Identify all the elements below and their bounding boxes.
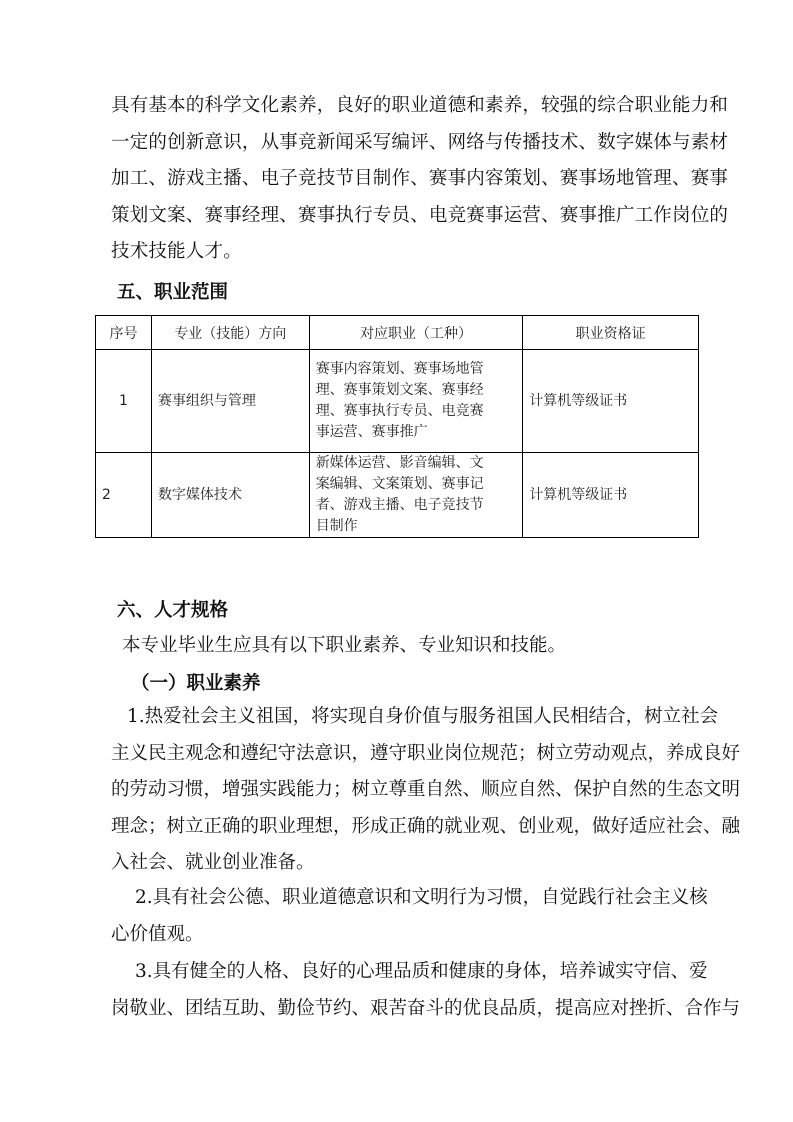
- subsection-1-heading: （一）职业素养: [131, 673, 261, 694]
- item-2-paragraph: [111, 880, 721, 953]
- row-jobs: [309, 350, 523, 453]
- item-1-paragraph: [111, 699, 741, 882]
- intro-line: 技术技能人才。: [111, 241, 242, 262]
- row-direction: 赛事组织与管理: [151, 350, 309, 453]
- item-1-line: 主义民主观念和遵纪守法意识，遵守职业岗位规范；树立劳动观点，养成良好: [111, 742, 741, 764]
- intro-line: 策划文案、赛事经理、赛事执行专员、电竞赛事运营、赛事推广工作岗位的: [111, 204, 729, 226]
- row-jobs: [309, 453, 523, 538]
- item-1-line: 的劳动习惯，增强实践能力；树立尊重自然、顺应自然、保护自然的生态文明: [111, 779, 741, 800]
- header-cell-jobs: 对应职业（工种）: [309, 316, 523, 350]
- table-header-row: [96, 316, 699, 350]
- row-certificate: 计算机等级证书: [523, 350, 699, 453]
- row-jobs-line: 事运营、赛事推广: [315, 424, 428, 440]
- item-2-line: 心价值观。: [111, 923, 204, 945]
- row-jobs-line: 目制作: [315, 518, 358, 534]
- section-6-intro: 本专业毕业生应具有以下职业素养、专业知识和技能。: [122, 635, 567, 656]
- row-number: 1: [96, 350, 152, 453]
- intro-line: 具有基本的科学文化素养，良好的职业道德和素养，较强的综合职业能力和: [111, 95, 729, 116]
- intro-paragraph: [111, 88, 729, 271]
- item-1-line: 入社会、就业创业准备。: [111, 852, 315, 873]
- item-3-line: 岗敬业、团结互助、勤俭节约、艰苦奋斗的优良品质，提高应对挫折、合作与: [111, 997, 741, 1019]
- item-1-line: 1.热爱社会主义祖国，将实现自身价值与服务祖国人民相结合，树立社会: [127, 706, 719, 727]
- header-cell-certificate: 职业资格证: [523, 316, 699, 350]
- item-1-line: 理念；树立正确的职业理想，形成正确的就业观、创业观，做好适应社会、融: [111, 815, 741, 837]
- row-direction: 数字媒体技术: [151, 453, 309, 538]
- header-cell-direction: 专业（技能）方向: [151, 316, 309, 350]
- item-2-line: 2.具有社会公德、职业道德意识和文明行为习惯，自觉践行社会主义核: [135, 887, 708, 908]
- item-3-paragraph: [111, 954, 741, 1027]
- career-scope-table: [95, 315, 699, 538]
- item-3-line: 3.具有健全的人格、良好的心理品质和健康的身体，培养诚实守信、爱: [135, 961, 708, 982]
- intro-line: 一定的创新意识，从事竞新闻采写编评、网络与传播技术、数字媒体与素材: [111, 131, 729, 153]
- section-5-heading: 五、职业范围: [117, 282, 229, 303]
- intro-line: 加工、游戏主播、电子竞技节目制作、赛事内容策划、赛事场地管理、赛事: [111, 168, 729, 189]
- row-certificate: 计算机等级证书: [523, 453, 699, 538]
- table-row: [96, 350, 699, 453]
- header-cell-number: 序号: [96, 316, 152, 350]
- row-jobs-line: 理、赛事执行专员、电竞赛: [315, 403, 484, 419]
- row-number: 2: [96, 453, 152, 538]
- table-row: [96, 453, 699, 538]
- section-6-heading: 六、人才规格: [117, 600, 229, 621]
- row-jobs-line: 者、游戏主播、电子竞技节: [315, 497, 484, 513]
- row-jobs-line: 理、赛事策划文案、赛事经: [315, 382, 484, 398]
- row-jobs-line: 案编辑、文案策划、赛事记: [315, 476, 484, 492]
- row-jobs-line: 赛事内容策划、赛事场地管: [315, 361, 484, 377]
- row-jobs-line: 新媒体运营、影音编辑、文: [315, 455, 484, 471]
